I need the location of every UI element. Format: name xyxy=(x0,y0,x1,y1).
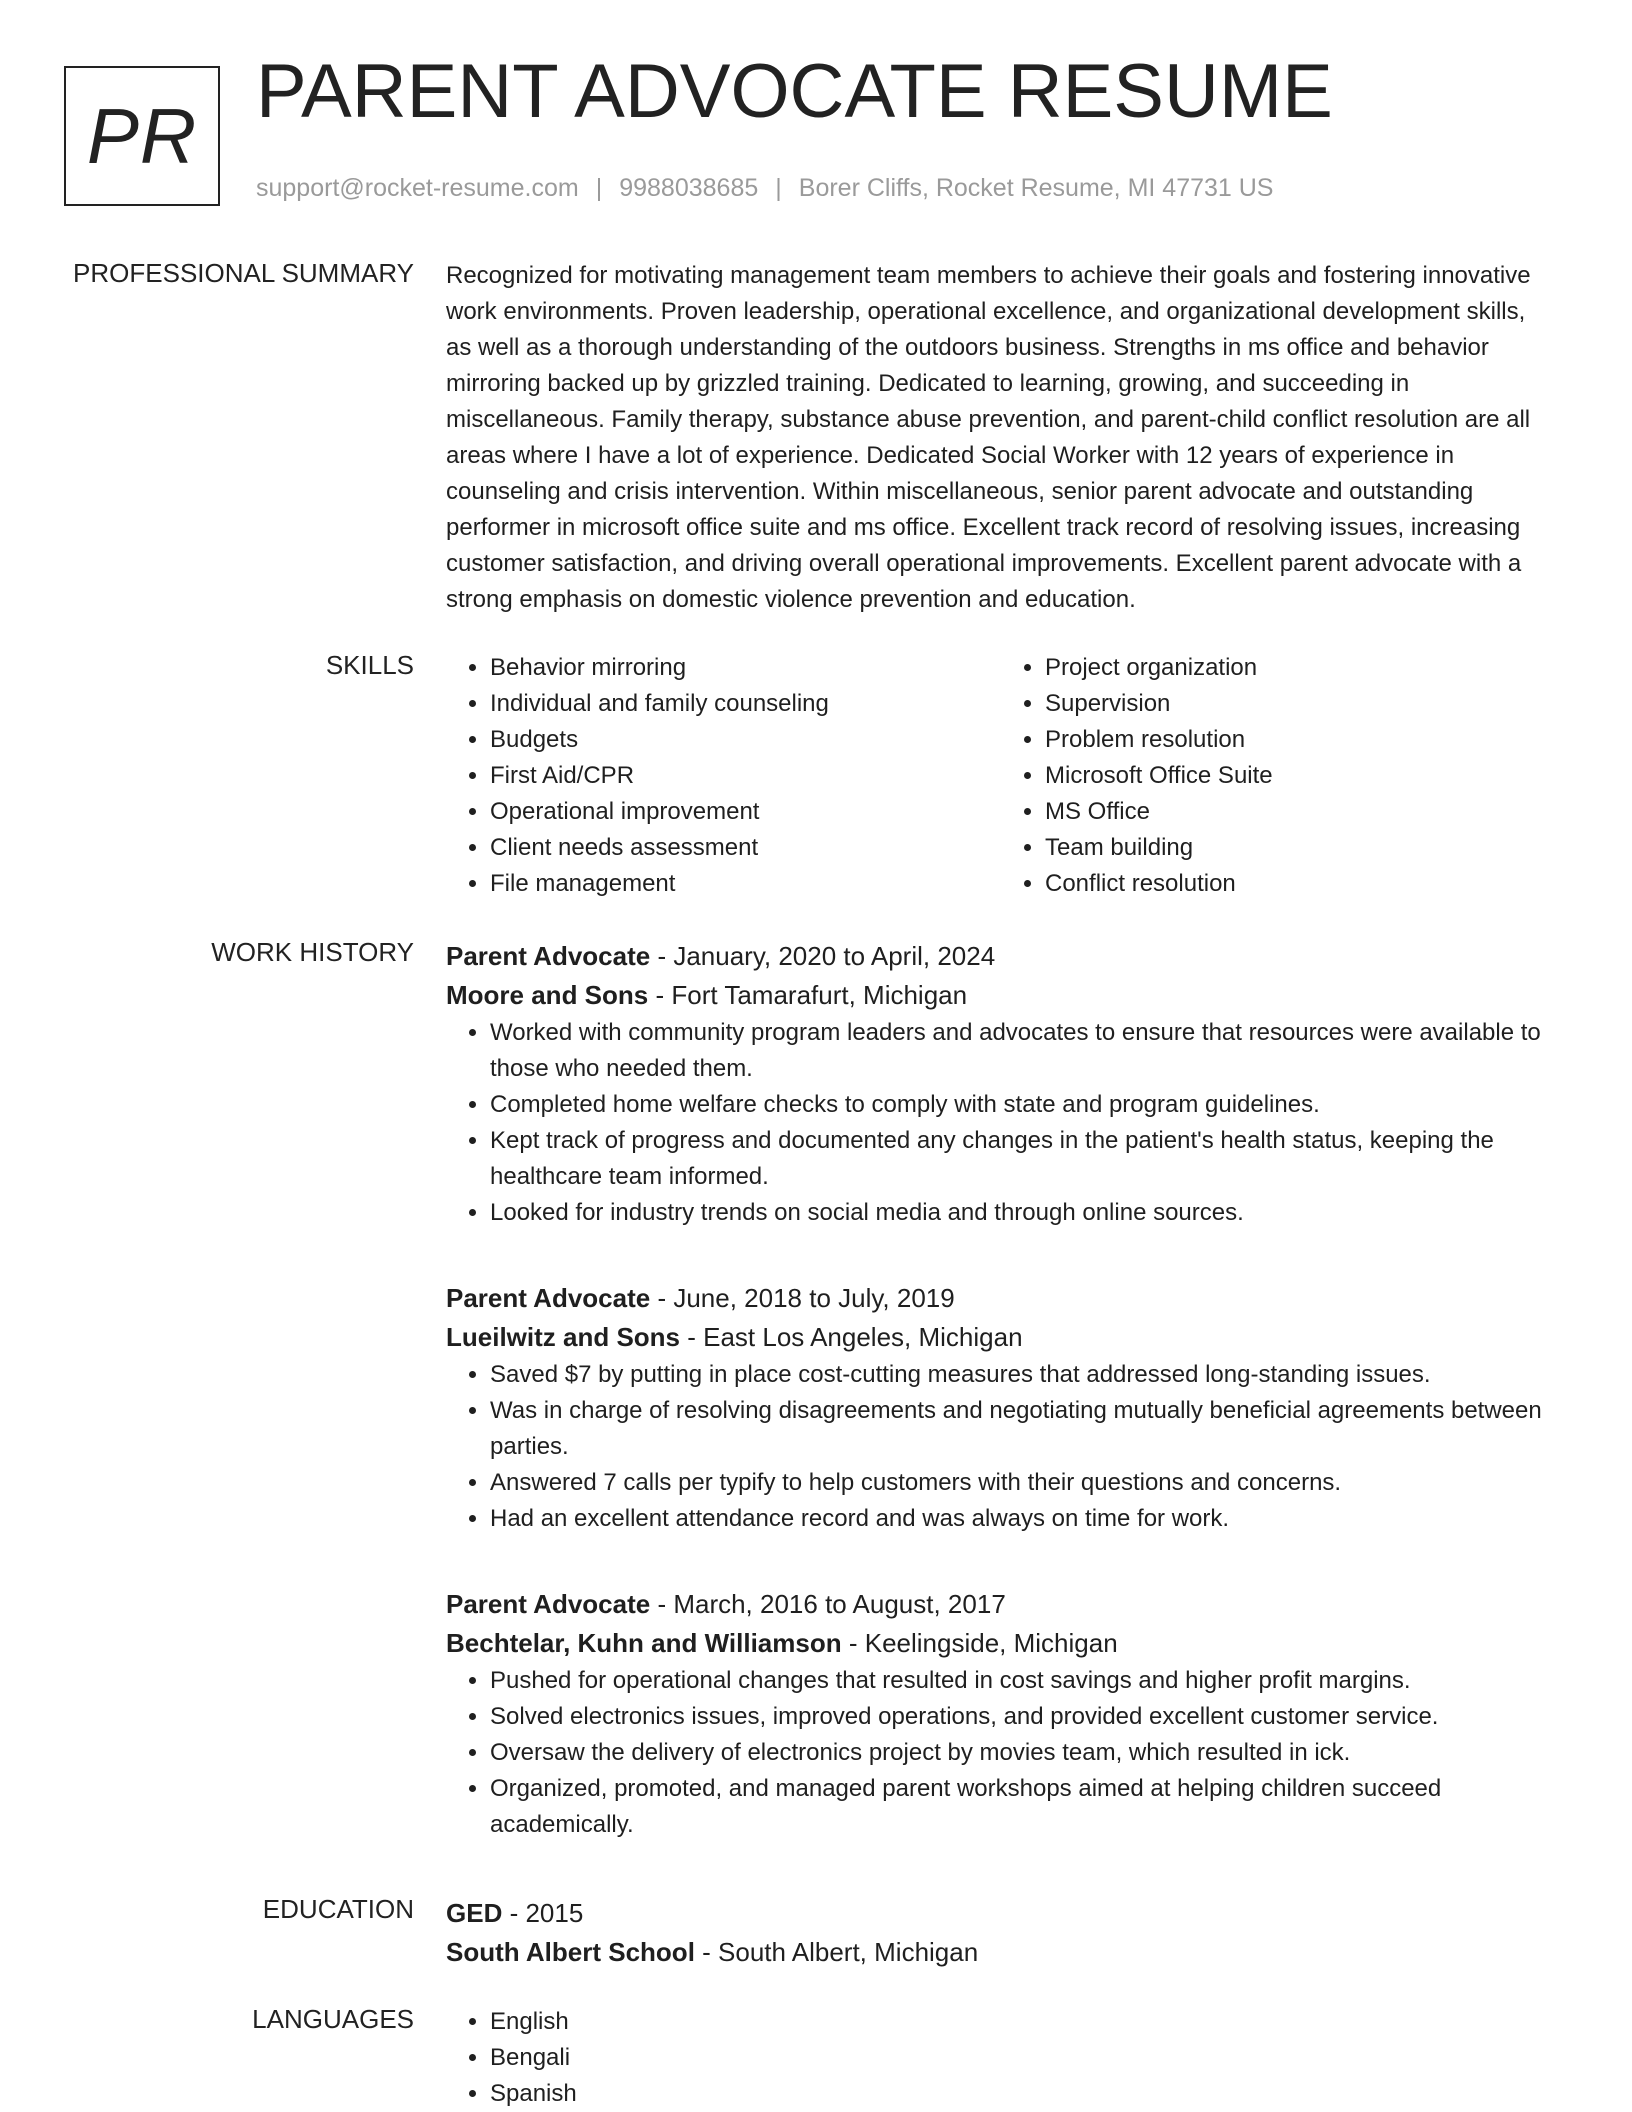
list-item: • Bengali xyxy=(490,2040,1556,2076)
page-title: PARENT ADVOCATE RESUME xyxy=(256,49,1333,134)
list-item: • Had an excellent attendance record and was always on time for work. xyxy=(490,1501,1556,1537)
job-entry xyxy=(446,1279,1556,1537)
job-title: Parent Advocate xyxy=(446,1589,651,1619)
contact-separator: | xyxy=(775,174,782,202)
summary-text: Recognized for motivating management team members to achieve their goals and fostering innovative work environments. Proven leadership, operational excellence, and organizational development skills, as well as a thorough understanding of the outdoors business. Strengths in ms office and behavior mirroring backed up by grizzled training. Dedicated to learning, growing, and succeeding in miscellaneous. Family therapy, substance abuse prevention, and parent-child conflict resolution are all areas where I have a lot of experience. Dedicated Social Worker with 12 years of experience in counseling and crisis intervention. Within miscellaneous, senior parent advocate and outstanding performer in microsoft office suite and ms office. Excellent track record of resolving issues, increasing customer satisfaction, and driving overall operational improvements. Excellent parent advocate with a strong emphasis on domestic violence prevention and education. xyxy=(446,262,1531,613)
education-location: - South Albert, Michigan xyxy=(694,1937,979,1967)
education-year: - 2015 xyxy=(502,1898,584,1928)
skills-list-right xyxy=(1001,650,1556,902)
list-item: • Saved $7 by putting in place cost-cutting measures that addressed long-standing issues. xyxy=(490,1357,1556,1393)
list-item: • Solved electronics issues, improved operations, and provided excellent customer service. xyxy=(490,1699,1556,1735)
list-item: • Completed home welfare checks to comply with state and program guidelines. xyxy=(490,1087,1556,1123)
list-item: • Answered 7 calls per typify to help customers with their questions and concerns. xyxy=(490,1465,1556,1501)
education-degree: GED xyxy=(446,1898,503,1928)
job-location: - Fort Tamarafurt, Michigan xyxy=(648,980,968,1010)
list-item: • Organized, promoted, and managed parent workshops aimed at helping children succeed academically. xyxy=(490,1771,1556,1843)
job-company-line xyxy=(446,976,1556,1015)
contact-address: Borer Cliffs, Rocket Resume, MI 47731 US xyxy=(798,174,1274,202)
education-school: South Albert School xyxy=(446,1937,695,1967)
job-title-line xyxy=(446,1585,1556,1624)
list-item: • Microsoft Office Suite xyxy=(1045,758,1556,794)
job-location: - Keelingside, Michigan xyxy=(841,1628,1118,1658)
job-dates: - January, 2020 to April, 2024 xyxy=(650,941,996,971)
list-item: • Operational improvement xyxy=(490,794,1001,830)
contact-separator: | xyxy=(595,174,603,202)
list-item: • Supervision xyxy=(1045,686,1556,722)
list-item: • Behavior mirroring xyxy=(490,650,1001,686)
section-label-skills: SKILLS xyxy=(325,650,414,680)
job-entry xyxy=(446,937,1556,1231)
job-company: Moore and Sons xyxy=(446,980,649,1010)
contact-line xyxy=(256,174,1274,203)
job-company: Lueilwitz and Sons xyxy=(446,1322,681,1352)
list-item: • Project organization xyxy=(1045,650,1556,686)
list-item: • Worked with community program leaders and advocates to ensure that resources were available to those who needed them. xyxy=(490,1015,1556,1087)
job-company: Bechtelar, Kuhn and Williamson xyxy=(446,1628,842,1658)
section-label-education: EDUCATION xyxy=(262,1894,414,1924)
contact-email[interactable]: support@rocket-resume.com xyxy=(256,174,579,202)
section-label-languages: LANGUAGES xyxy=(252,2004,414,2034)
job-title: Parent Advocate xyxy=(446,941,651,971)
section-label-work-history: WORK HISTORY xyxy=(211,937,414,967)
list-item: • Team building xyxy=(1045,830,1556,866)
list-item: • Spanish xyxy=(490,2076,1556,2112)
job-title-line xyxy=(446,937,1556,976)
job-company-line xyxy=(446,1318,1556,1357)
list-item: • Looked for industry trends on social media and through online sources. xyxy=(490,1195,1556,1231)
section-label-summary: PROFESSIONAL SUMMARY xyxy=(73,258,414,288)
list-item: • First Aid/CPR xyxy=(490,758,1001,794)
list-item: • Client needs assessment xyxy=(490,830,1001,866)
list-item: • Was in charge of resolving disagreements and negotiating mutually beneficial agreements between parties. xyxy=(490,1393,1556,1465)
list-item: • File management xyxy=(490,866,1001,902)
job-company-line xyxy=(446,1624,1556,1663)
list-item: • Problem resolution xyxy=(1045,722,1556,758)
list-item: • MS Office xyxy=(1045,794,1556,830)
job-dates: - March, 2016 to August, 2017 xyxy=(650,1589,1006,1619)
contact-phone[interactable]: 9988038685 xyxy=(619,174,759,202)
job-location: - East Los Angeles, Michigan xyxy=(680,1322,1023,1352)
job-bullets xyxy=(446,1663,1556,1843)
monogram-badge: PR xyxy=(64,66,220,206)
list-item: • Kept track of progress and documented any changes in the patient's health status, keeping the healthcare team informed. xyxy=(490,1123,1556,1195)
list-item: • Conflict resolution xyxy=(1045,866,1556,902)
job-entry xyxy=(446,1585,1556,1843)
job-title-line xyxy=(446,1279,1556,1318)
list-item: • Individual and family counseling xyxy=(490,686,1001,722)
education-school-line xyxy=(446,1933,1556,1972)
job-bullets xyxy=(446,1015,1556,1231)
education-degree-line xyxy=(446,1894,1556,1933)
job-bullets xyxy=(446,1357,1556,1537)
list-item: • Oversaw the delivery of electronics project by movies team, which resulted in ick. xyxy=(490,1735,1556,1771)
list-item: • Pushed for operational changes that resulted in cost savings and higher profit margins. xyxy=(490,1663,1556,1699)
skills-list-left xyxy=(446,650,1001,902)
job-dates: - June, 2018 to July, 2019 xyxy=(650,1283,955,1313)
languages-list xyxy=(446,2004,1556,2112)
list-item: • Budgets xyxy=(490,722,1001,758)
list-item: • English xyxy=(490,2004,1556,2040)
job-title: Parent Advocate xyxy=(446,1283,651,1313)
